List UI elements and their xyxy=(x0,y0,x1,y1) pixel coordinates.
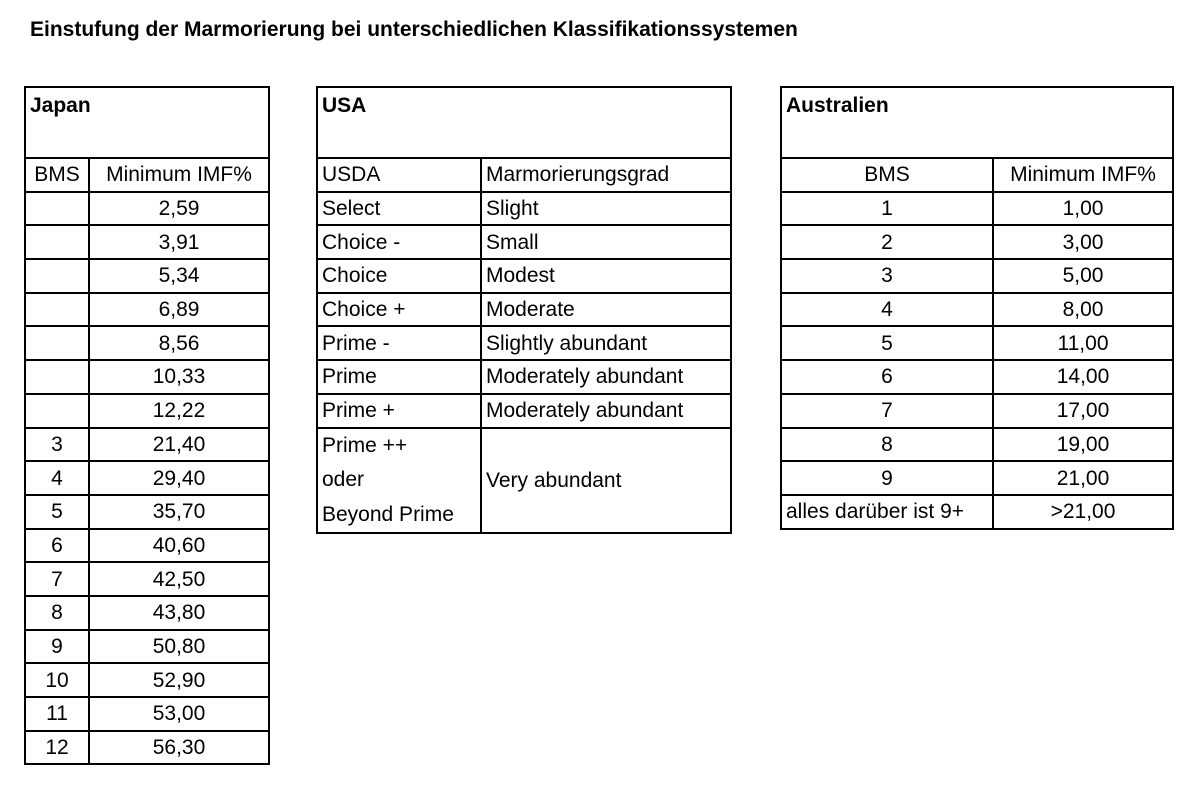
usa-marbling-cell: Modest xyxy=(481,259,731,293)
australia-table xyxy=(780,86,1174,530)
usa-grade-cell: Choice xyxy=(317,259,481,293)
table-row xyxy=(317,192,731,226)
australia-imf-cell: 19,00 xyxy=(993,428,1173,462)
australia-imf-cell: 14,00 xyxy=(993,360,1173,394)
usa-marbling-cell-very-abundant: Very abundant xyxy=(481,428,731,534)
japan-imf-cell: 12,22 xyxy=(89,394,269,428)
table-row xyxy=(25,663,269,697)
japan-imf-cell: 21,40 xyxy=(89,428,269,462)
japan-bms-cell xyxy=(25,293,89,327)
japan-imf-cell: 5,34 xyxy=(89,259,269,293)
australia-imf-cell: 21,00 xyxy=(993,461,1173,495)
japan-bms-cell xyxy=(25,225,89,259)
japan-imf-cell: 35,70 xyxy=(89,495,269,529)
table-row xyxy=(25,562,269,596)
usa-grade-line: Beyond Prime xyxy=(322,502,454,526)
australia-title-row xyxy=(781,87,1173,158)
australia-imf-cell: 5,00 xyxy=(993,259,1173,293)
japan-bms-cell xyxy=(25,360,89,394)
table-row xyxy=(781,461,1173,495)
australia-imf-cell: 3,00 xyxy=(993,225,1173,259)
table-row xyxy=(317,326,731,360)
japan-bms-cell xyxy=(25,192,89,226)
japan-imf-cell: 10,33 xyxy=(89,360,269,394)
usa-table-title: USA xyxy=(317,87,731,158)
table-row xyxy=(25,360,269,394)
table-row xyxy=(25,428,269,462)
australia-bms-cell: 3 xyxy=(781,259,993,293)
japan-imf-cell: 3,91 xyxy=(89,225,269,259)
table-row xyxy=(781,293,1173,327)
japan-bms-cell: 11 xyxy=(25,697,89,731)
japan-bms-cell: 4 xyxy=(25,461,89,495)
japan-bms-cell xyxy=(25,394,89,428)
australia-imf-cell: >21,00 xyxy=(993,495,1173,529)
table-row xyxy=(25,461,269,495)
japan-imf-cell: 56,30 xyxy=(89,731,269,765)
usa-header-marbling: Marmorierungsgrad xyxy=(481,158,731,192)
australia-bms-cell: 8 xyxy=(781,428,993,462)
australia-header-bms: BMS xyxy=(781,158,993,192)
australia-bms-cell: 5 xyxy=(781,326,993,360)
table-row xyxy=(25,495,269,529)
japan-header-row xyxy=(25,158,269,192)
japan-imf-cell: 43,80 xyxy=(89,596,269,630)
table-row xyxy=(25,225,269,259)
japan-imf-cell: 53,00 xyxy=(89,697,269,731)
table-row xyxy=(781,259,1173,293)
table-row xyxy=(781,360,1173,394)
japan-bms-cell: 9 xyxy=(25,630,89,664)
usa-marbling-cell: Moderately abundant xyxy=(481,394,731,428)
japan-bms-cell xyxy=(25,259,89,293)
table-row xyxy=(317,360,731,394)
usa-marbling-cell: Small xyxy=(481,225,731,259)
australia-imf-cell: 8,00 xyxy=(993,293,1173,327)
usa-grade-cell: Prime + xyxy=(317,394,481,428)
usa-marbling-cell: Slight xyxy=(481,192,731,226)
usa-title-row xyxy=(317,87,731,158)
japan-imf-cell: 40,60 xyxy=(89,529,269,563)
usa-table xyxy=(316,86,732,534)
usa-grade-cell: Prime xyxy=(317,360,481,394)
japan-bms-cell: 3 xyxy=(25,428,89,462)
table-row xyxy=(25,529,269,563)
table-row xyxy=(25,394,269,428)
japan-table-body xyxy=(25,87,269,764)
australia-table-body xyxy=(781,87,1173,529)
table-row xyxy=(25,326,269,360)
japan-bms-cell xyxy=(25,326,89,360)
table-row xyxy=(25,731,269,765)
japan-imf-cell: 42,50 xyxy=(89,562,269,596)
japan-bms-cell: 6 xyxy=(25,529,89,563)
table-row xyxy=(25,596,269,630)
usa-grade-cell: Select xyxy=(317,192,481,226)
japan-imf-cell: 2,59 xyxy=(89,192,269,226)
australia-bms-cell: 1 xyxy=(781,192,993,226)
table-row xyxy=(25,192,269,226)
japan-bms-cell: 12 xyxy=(25,731,89,765)
table-row xyxy=(781,428,1173,462)
usa-grade-line: oder xyxy=(322,468,365,491)
japan-imf-cell: 29,40 xyxy=(89,461,269,495)
table-row xyxy=(317,259,731,293)
table-row xyxy=(25,697,269,731)
usa-grade-cell: Prime - xyxy=(317,326,481,360)
japan-bms-cell: 7 xyxy=(25,562,89,596)
japan-imf-cell: 8,56 xyxy=(89,326,269,360)
usa-header-usda: USDA xyxy=(317,158,481,192)
table-row xyxy=(317,428,731,534)
usa-grade-cell: Choice - xyxy=(317,225,481,259)
usa-marbling-cell: Slightly abundant xyxy=(481,326,731,360)
table-row xyxy=(317,225,731,259)
australia-bms-cell: alles darüber ist 9+ xyxy=(781,495,993,529)
japan-title-row xyxy=(25,87,269,158)
table-row xyxy=(317,394,731,428)
table-row xyxy=(781,495,1173,529)
usa-grade-line: Prime ++ xyxy=(322,433,408,457)
japan-imf-cell: 6,89 xyxy=(89,293,269,327)
australia-header-row xyxy=(781,158,1173,192)
australia-bms-cell: 9 xyxy=(781,461,993,495)
japan-bms-cell: 10 xyxy=(25,663,89,697)
table-row xyxy=(781,192,1173,226)
australia-table-title: Australien xyxy=(781,87,1173,158)
japan-bms-cell: 8 xyxy=(25,596,89,630)
australia-imf-cell: 17,00 xyxy=(993,394,1173,428)
usa-grade-cell: Choice + xyxy=(317,293,481,327)
usa-marbling-cell: Moderate xyxy=(481,293,731,327)
japan-header-imf: Minimum IMF% xyxy=(89,158,269,192)
australia-bms-cell: 2 xyxy=(781,225,993,259)
australia-bms-cell: 6 xyxy=(781,360,993,394)
australia-bms-cell: 4 xyxy=(781,293,993,327)
australia-bms-cell: 7 xyxy=(781,394,993,428)
japan-imf-cell: 52,90 xyxy=(89,663,269,697)
japan-bms-cell: 5 xyxy=(25,495,89,529)
australia-imf-cell: 1,00 xyxy=(993,192,1173,226)
table-row xyxy=(25,630,269,664)
japan-header-bms: BMS xyxy=(25,158,89,192)
australia-imf-cell: 11,00 xyxy=(993,326,1173,360)
japan-imf-cell: 50,80 xyxy=(89,630,269,664)
usa-marbling-cell: Moderately abundant xyxy=(481,360,731,394)
table-row xyxy=(317,293,731,327)
usa-table-body xyxy=(317,87,731,533)
table-row xyxy=(781,225,1173,259)
usa-grade-cell-prime-plus-plus xyxy=(317,428,481,534)
page-title: Einstufung der Marmorierung bei unterschiedlichen Klassifikationssystemen xyxy=(30,18,798,41)
australia-header-imf: Minimum IMF% xyxy=(993,158,1173,192)
table-row xyxy=(781,394,1173,428)
table-row xyxy=(781,326,1173,360)
table-row xyxy=(25,259,269,293)
japan-table xyxy=(24,86,270,765)
usa-header-row xyxy=(317,158,731,192)
japan-table-title: Japan xyxy=(25,87,269,158)
table-row xyxy=(25,293,269,327)
